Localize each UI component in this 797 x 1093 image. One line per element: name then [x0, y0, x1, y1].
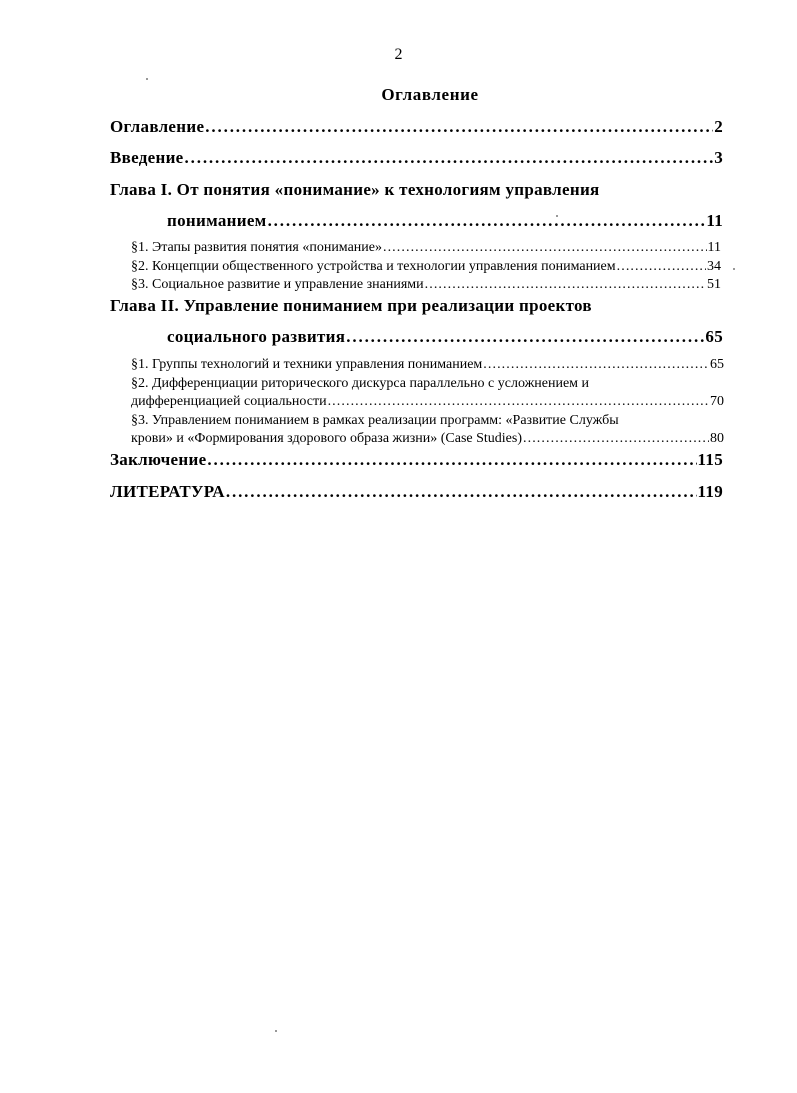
- toc-entry-page: 70: [710, 394, 724, 409]
- toc-entry-page: 65: [705, 327, 723, 346]
- scan-speck: [556, 215, 558, 217]
- dot-leader: [226, 482, 697, 502]
- toc-section-2-3-line1[interactable]: §3. Управлением пониманием в рамках реализации программ: «Развитие Службы: [131, 413, 619, 428]
- toc-entry-label: §2. Концепции общественного устройства и технологии управления пониманием: [131, 259, 616, 274]
- toc-entry-literature[interactable]: [110, 482, 723, 502]
- toc-title: Оглавление: [381, 85, 479, 104]
- scan-speck: [733, 268, 735, 270]
- dot-leader: [483, 357, 709, 373]
- toc-entry-label: Оглавление: [110, 117, 205, 136]
- toc-entry-label: дифференциацией социальности: [131, 394, 327, 409]
- toc-entry-page: 3: [714, 148, 723, 167]
- dot-leader: [425, 277, 706, 293]
- toc-entry-label: Заключение: [110, 450, 207, 469]
- toc-entry-page: 115: [697, 450, 723, 469]
- dot-leader: [346, 327, 704, 347]
- toc-entry-label: §3. Социальное развитие и управление знаниями: [131, 277, 424, 292]
- toc-entry-page: 11: [707, 240, 721, 255]
- toc-section-2-3[interactable]: [131, 431, 724, 447]
- dot-leader: [185, 148, 714, 168]
- toc-section-2-2[interactable]: [131, 394, 724, 410]
- toc-section-2-1[interactable]: [131, 357, 724, 373]
- dot-leader: [523, 431, 709, 447]
- toc-entry-conclusion[interactable]: [110, 450, 723, 470]
- toc-entry-intro[interactable]: [110, 148, 723, 168]
- toc-entry-label: §1. Группы технологий и техники управления пониманием: [131, 357, 483, 372]
- toc-section-2-2-line1[interactable]: §2. Дифференциации риторического дискурса параллельно с усложнением и: [131, 376, 590, 391]
- toc-section-1-1[interactable]: [131, 240, 721, 256]
- dot-leader: [617, 259, 706, 275]
- toc-section-1-3[interactable]: [131, 277, 721, 293]
- dot-leader: [205, 117, 713, 137]
- scan-speck: [275, 1030, 277, 1032]
- toc-entry-label: социального развития: [167, 327, 346, 346]
- toc-entry-chapter2[interactable]: [167, 327, 723, 347]
- chapter2-heading[interactable]: Глава II. Управление пониманием при реализации проектов: [110, 296, 592, 315]
- toc-entry-label: §1. Этапы развития понятия «понимание»: [131, 240, 382, 255]
- toc-entry-chapter1[interactable]: [167, 211, 723, 231]
- toc-entry-label: ЛИТЕРАТУРА: [110, 482, 225, 501]
- toc-entry-page: 11: [706, 211, 723, 230]
- toc-entry-page: 65: [710, 357, 724, 372]
- toc-entry-label: пониманием: [167, 211, 267, 230]
- toc-entry-page: 34: [707, 259, 721, 274]
- page-number: 2: [394, 46, 403, 63]
- dot-leader: [383, 240, 707, 256]
- toc-section-1-2[interactable]: [131, 259, 721, 275]
- toc-entry-label: Введение: [110, 148, 184, 167]
- dot-leader: [207, 450, 696, 470]
- toc-entry-contents[interactable]: [110, 117, 723, 137]
- dot-leader: [268, 211, 706, 231]
- chapter1-heading[interactable]: Глава I. От понятия «понимание» к технологиям управления: [110, 180, 600, 199]
- toc-entry-label: крови» и «Формирования здорового образа жизни» (Case Studies): [131, 431, 522, 446]
- toc-entry-page: 80: [710, 431, 724, 446]
- toc-entry-page: 51: [707, 277, 721, 292]
- scan-speck: [146, 78, 148, 80]
- toc-entry-page: 2: [714, 117, 723, 136]
- toc-entry-page: 119: [697, 482, 723, 501]
- dot-leader: [328, 394, 709, 410]
